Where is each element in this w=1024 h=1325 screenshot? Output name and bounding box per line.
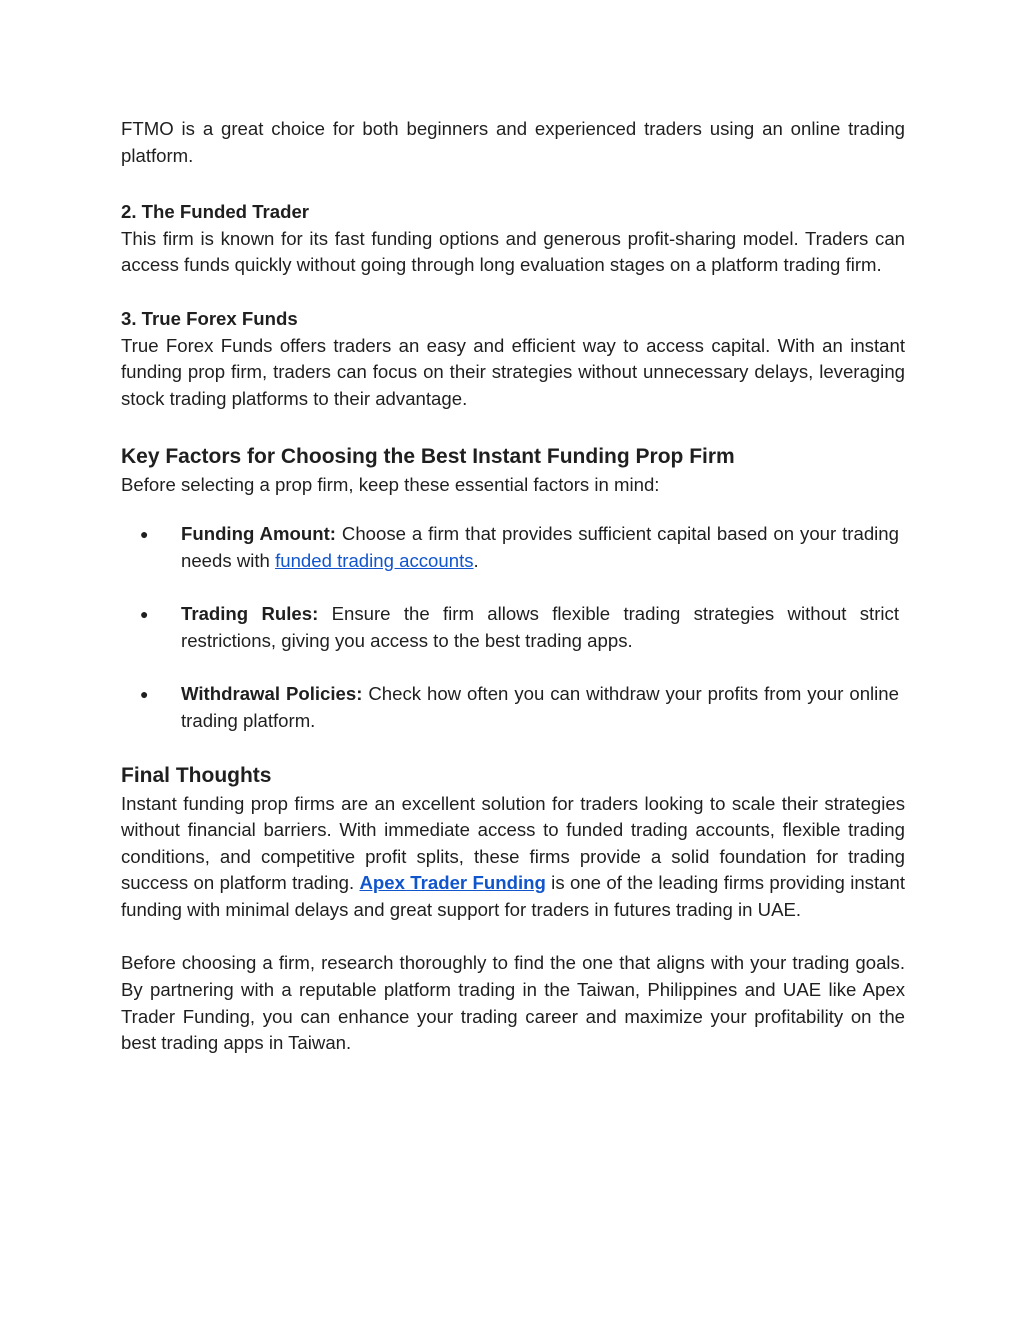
section-heading-funded-trader: 2. The Funded Trader [121, 201, 310, 223]
section-body-funded-trader: This firm is known for its fast funding options and generous profit-sharing model. Traders can access funds quickly without going through long evaluation stages on a platform trading firm. [121, 227, 905, 276]
final-thoughts-text-after: is one of the leading firms providing instant funding with minimal delays and great support for traders in futures trading in UAE. [121, 872, 905, 920]
list-item-text: Check how often you can withdraw your profits from your online trading platform. [181, 683, 899, 731]
list-item-trading-rules [121, 601, 899, 654]
list-item-text: Ensure the firm allows flexible trading strategies without strict restrictions, giving you access to the best trading apps. [181, 603, 900, 651]
list-item-withdrawal-policies [121, 681, 899, 734]
final-thoughts-paragraph-2: Before choosing a firm, research thoroughly to find the one that aligns with your trading goals. By partnering with a reputable platform trading in the Taiwan, Philippines and UAE like Apex Trader Funding, you can enhance your trading career and maximize your profitability on the best trading apps in Taiwan. [121, 952, 905, 1054]
intro-paragraph: FTMO is a great choice for both beginners and experienced traders using an online trading platform. [121, 118, 905, 166]
key-factors-heading: Key Factors for Choosing the Best Instant Funding Prop Firm [121, 445, 735, 469]
section-body-true-forex-funds: True Forex Funds offers traders an easy and efficient way to access capital. With an instant funding prop firm, traders can focus on their strategies without unnecessary delays, leveraging stock trading platforms to their advantage. [121, 334, 905, 409]
list-item-text: Choose a firm that provides sufficient capital based on your trading needs with [181, 522, 899, 571]
bullet-icon: ● [140, 606, 149, 623]
document-page [121, 116, 905, 1057]
funded-trading-accounts-link[interactable]: funded trading accounts [275, 549, 474, 571]
final-thoughts-text: Instant funding prop firms are an excellent solution for traders looking to scale their strategies without financial barriers. With immediate access to funded trading accounts, flexible trading conditions, and competitive profit splits, these firms provide a solid foundation for trading success on platform trading. [121, 792, 905, 894]
list-item-text-after: . [473, 549, 479, 571]
section-heading-true-forex-funds: 3. True Forex Funds [121, 307, 298, 329]
key-factors-intro: Before selecting a prop firm, keep these essential factors in mind: [121, 474, 660, 496]
apex-trader-funding-link[interactable]: Apex Trader Funding [359, 872, 546, 894]
final-thoughts-paragraph-1 [121, 791, 905, 924]
bullet-icon: ● [140, 686, 149, 703]
bullet-icon: ● [140, 525, 149, 542]
key-factors-list [121, 521, 905, 735]
final-thoughts-heading: Final Thoughts [121, 763, 272, 787]
list-item-label: Withdrawal Policies: [181, 683, 363, 705]
list-item-label: Trading Rules: [181, 603, 319, 625]
list-item-funding-amount [121, 521, 899, 574]
list-item-label: Funding Amount: [181, 522, 336, 544]
